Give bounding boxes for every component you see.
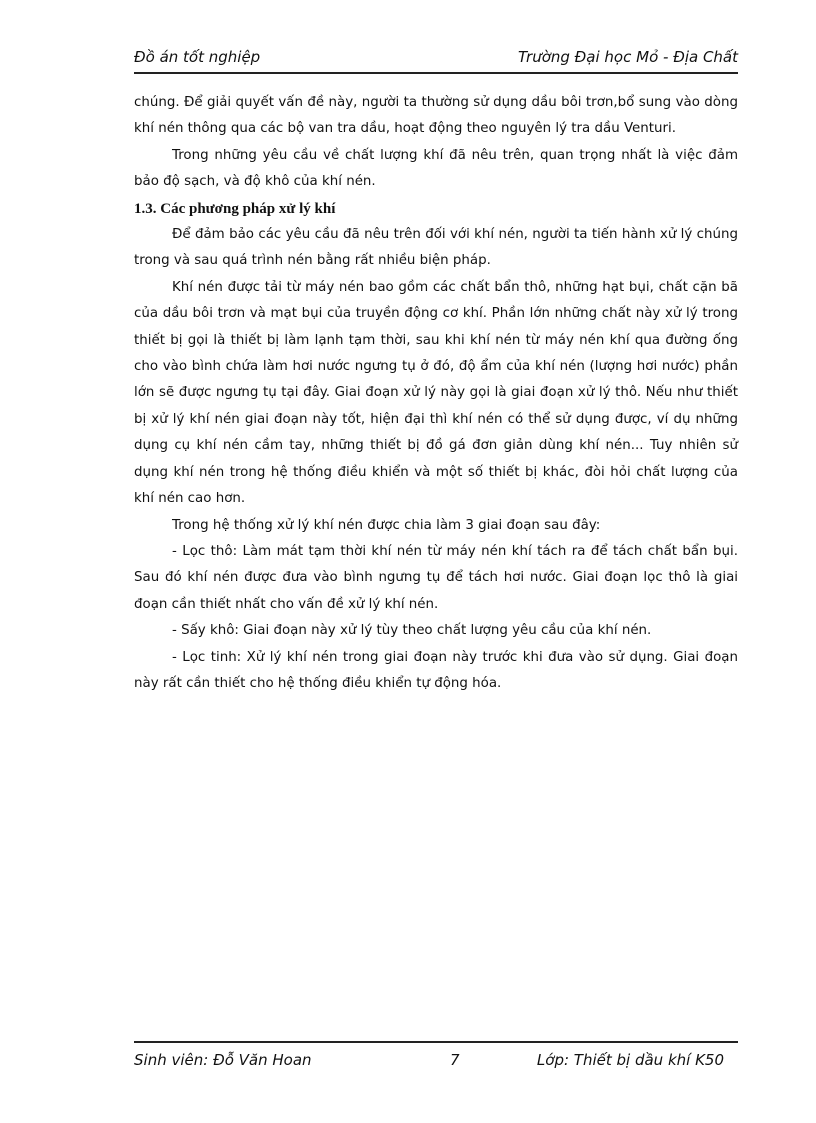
header-university: Trường Đại học Mỏ - Địa Chất: [518, 48, 738, 66]
paragraph-treatment-intro: Để đảm bảo các yêu cầu đã nêu trên đối với khí nén, người ta tiến hành xử lý chúng trong và sau quá trình nén bằng rất nhiều biện pháp.: [134, 227, 738, 269]
page-header: [134, 46, 738, 74]
list-item-drying: - Sấy khô: Giai đoạn này xử lý tùy theo chất lượng yêu cầu của khí nén.: [172, 623, 652, 639]
page-footer: [134, 1041, 738, 1077]
paragraph-quality-requirements: Trong những yêu cầu về chất lượng khí đã nêu trên, quan trọng nhất là việc đảm bảo độ sạch, và độ khô của khí nén.: [134, 147, 738, 190]
paragraph-impurities: Khí nén được tải từ máy nén bao gồm các chất bẩn thô, những hạt bụi, chất cặn bã của dầu bôi trơn và mạt bụi của truyền động cơ khí. Phần lớn những chất này xử lý trong thiết bị gọi là thiết bị làm lạnh tạm thời, sau khi khí nén từ máy nén khí qua đường ống cho vào bình chứa làm hơi nước ngưng tụ ở đó, độ ẩm của khí nén (lượng hơi nước) phần lớn sẽ được ngưng tụ tại đây. Giai đoạn xử lý này gọi là giai đoạn xử lý thô. Nếu như thiết bị xử lý khí nén giai đoạn này tốt, hiện đại thì khí nén có thể sử dụng được, ví dụ những dụng cụ khí nén cầm tay, những thiết bị đồ gá đơn giản dùng khí nén... Tuy nhiên sử dụng khí nén trong hệ thống điều khiển và một số thiết bị khác, đòi hỏi chất lượng của khí nén cao hơn.: [134, 279, 738, 507]
footer-student: Sinh viên: Đỗ Văn Hoan: [134, 1051, 312, 1069]
footer-class: Lớp: Thiết bị dầu khí K50: [536, 1051, 724, 1069]
paragraph-three-stages: Trong hệ thống xử lý khí nén được chia làm 3 giai đoạn sau đây:: [172, 517, 601, 533]
header-thesis-title: Đồ án tốt nghiệp: [134, 48, 261, 66]
page-body: [134, 90, 738, 697]
page-number: 7: [450, 1051, 460, 1069]
list-item-fine-filter: - Lọc tinh: Xử lý khí nén trong giai đoạn này trước khi đưa vào sử dụng. Giai đoạn này rất cần thiết cho hệ thống điều khiển tự động hóa.: [134, 649, 738, 691]
list-item-coarse-filter: - Lọc thô: Làm mát tạm thời khí nén từ máy nén khí tách ra để tách chất bẩn bụi. Sau đó khí nén được đưa vào bình ngưng tụ để tách hơi nước. Giai đoạn lọc thô là giai đoạn cần thiết nhất cho vấn đề xử lý khí nén.: [134, 543, 738, 612]
paragraph-continuation: chúng. Để giải quyết vấn đề này, người ta thường sử dụng dầu bôi trơn,bổ sung vào dòng khí nén thông qua các bộ van tra dầu, hoạt động theo nguyên lý tra dầu Venturi.: [134, 95, 738, 137]
section-heading: 1.3. Các phương pháp xử lý khí: [134, 200, 336, 217]
